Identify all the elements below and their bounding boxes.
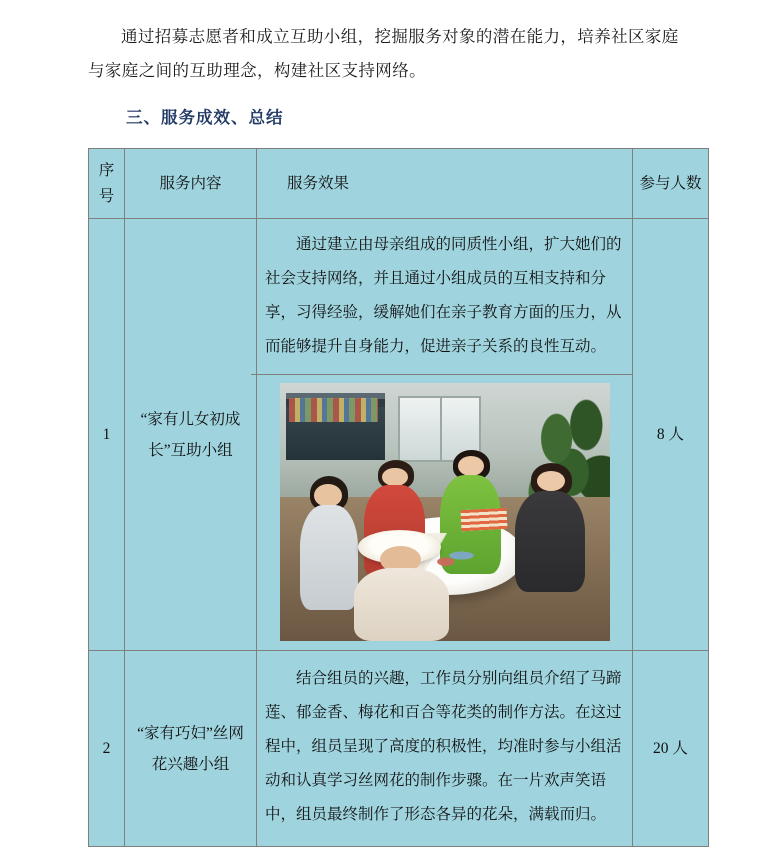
- header-cell-count: 参与人数: [633, 149, 709, 219]
- row-1-effect-cell: [257, 219, 633, 651]
- photo-person-head: [458, 456, 484, 476]
- photo-person-body: [515, 491, 585, 592]
- header-cell-effect: 服务效果: [257, 149, 633, 219]
- row-1-count: 8 人: [633, 219, 709, 651]
- row-1-no: 1: [89, 219, 125, 651]
- photo-person-head: [314, 484, 342, 507]
- photo-books: [289, 398, 378, 421]
- table-header-row: [89, 149, 709, 219]
- row-2-no: 2: [89, 651, 125, 847]
- photo-book-stack: [460, 508, 507, 531]
- row-2-count: 20 人: [633, 651, 709, 847]
- intro-paragraph-block: [88, 20, 683, 88]
- row-1-effect-text: 通过建立由母亲组成的同质性小组，扩大她们的社会支持网络，并且通过小组成员的互相支持和分享，习得经验，缓解她们在亲子教育方面的压力，从而能够提升自身能力，促进亲子关系的良性互动。: [265, 236, 622, 355]
- row-1-content: “家有儿女初成长”互助小组: [125, 219, 257, 651]
- group-activity-photo: [280, 383, 610, 641]
- photo-person-right: [511, 463, 590, 592]
- service-results-table: [88, 148, 709, 847]
- row-1-photo-wrap: [257, 375, 632, 647]
- row-1-effect-inner: [257, 222, 632, 647]
- header-cell-content: 服务内容: [125, 149, 257, 219]
- table-row: [89, 651, 709, 847]
- intro-paragraph: 通过招募志愿者和成立互助小组，挖掘服务对象的潜在能力，培养社区家庭与家庭之间的互助理念，构建社区支持网络。: [88, 27, 679, 80]
- row-2-content: “家有巧妇”丝网花兴趣小组: [125, 651, 257, 847]
- header-cell-no: 序号: [89, 149, 125, 219]
- row-2-effect-cell: [257, 651, 633, 847]
- table-row: [89, 219, 709, 651]
- photo-person-body: [354, 568, 449, 641]
- photo-person-body: [300, 505, 358, 610]
- row-2-effect-text: 结合组员的兴趣，工作员分别向组员介绍了马蹄莲、郁金香、梅花和百合等花类的制作方法。在这过程中，组员呈现了高度的积极性，均准时参与小组活动和认真学习丝网花的制作步骤。在一片欢声笑语中，组员最终制作了形态各异的花朵，满载而归。: [265, 669, 622, 823]
- section-heading: 三、服务成效、总结: [126, 108, 284, 127]
- photo-person-foreground-hat: [352, 527, 451, 641]
